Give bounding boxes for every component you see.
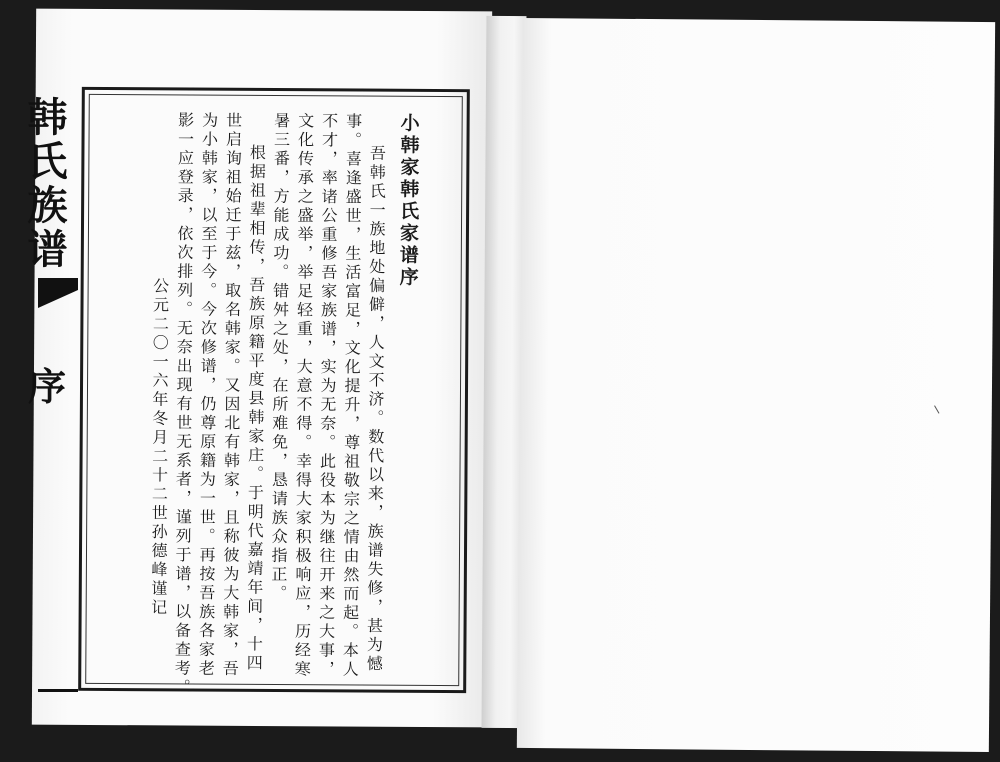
right-page-blank [517,18,995,752]
text-column: 吾韩氏一族地处偏僻，人文不济。数代以来，族谱失修，甚为憾 [364,144,387,674]
spine-section-label: 序 [28,364,67,409]
preface-text [108,111,421,698]
page-margin-strip [21,88,78,692]
text-column: 影一应登录，依次排列。无奈出现有世无系者，谨列于谱，以备查考。 [172,111,195,698]
text-column: 暑三番，方能成功。错舛之处，在所难免，恳请族众指正。 [268,112,291,604]
text-column: 事。喜逢盛世，生活富足，文化提升，尊祖敬宗之情由然而起。本人 [340,112,363,680]
signature-line: 公元二〇一六年冬月二十二世孙德峰谨记 [148,277,170,618]
text-column: 文化传承之盛举，举足轻重，大意不得。幸得大家积极响应，历经寒 [292,112,315,680]
text-column: 根据祖辈相传，吾族原籍平度县韩家庄。于明代嘉靖年间，十四 [244,143,267,674]
text-column: 世启询祖始迁于兹，取名韩家。又因北有韩家，且称彼为大韩家，吾 [220,111,243,679]
spine-bottom-rule [38,689,78,692]
text-column: 不才，率诸公重修吾家族谱，实为无奈。此役本为继往开来之大事， [316,112,339,680]
preface-title: 小韩家韩氏家谱序 [396,112,420,289]
spine-book-title: 韩氏族谱 [21,96,68,272]
spine-black-bar [38,278,78,308]
text-column: 为小韩家，以至于今。今次修谱，仍尊原籍为一世。再按吾族各家老 [196,111,219,679]
